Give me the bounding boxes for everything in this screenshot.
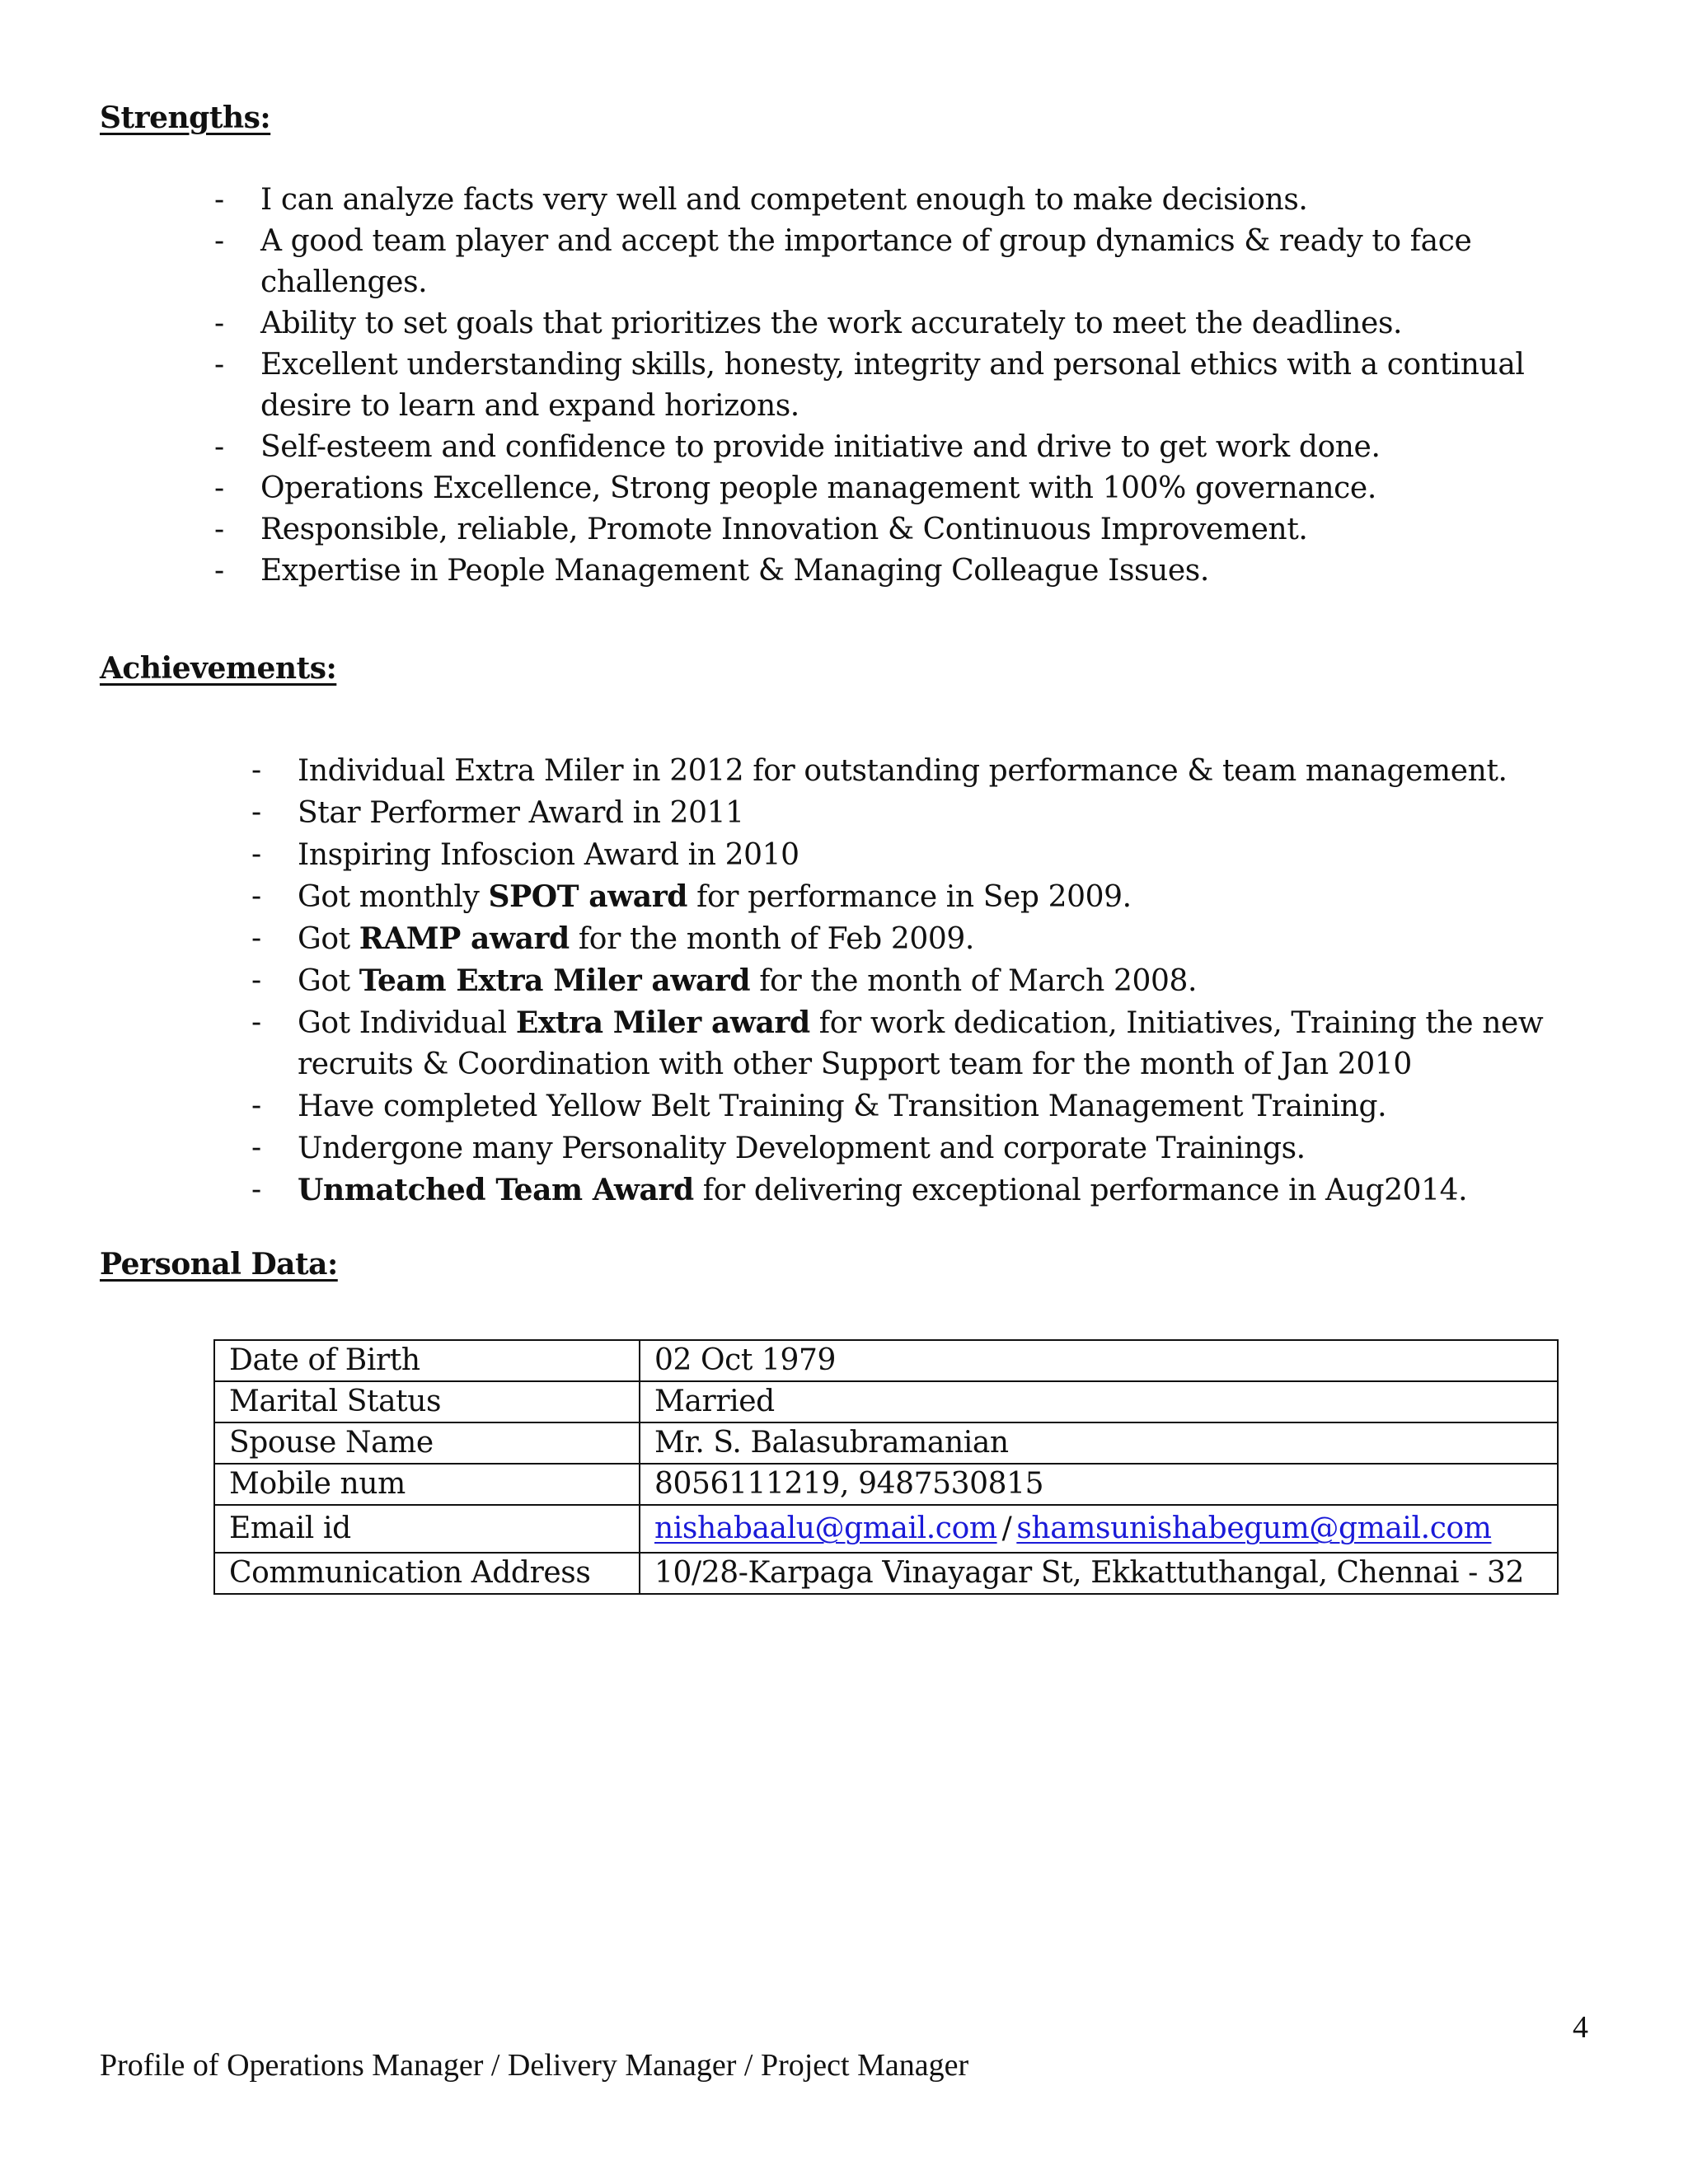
list-item: - Unmatched Team Award for delivering exceptional performance in Aug2014.: [251, 1173, 1468, 1207]
list-item: - Undergone many Personality Development and corporate Trainings.: [251, 1131, 1306, 1165]
page-footer: Profile of Operations Manager / Delivery Manager / Project Manager: [100, 2048, 969, 2083]
achievement-bold-text: Extra Miler award: [515, 1005, 810, 1040]
address-value: 10/28-Karpaga Vinayagar St, Ekkattuthangal, Chennai - 32: [640, 1553, 1558, 1594]
table-row: [214, 1422, 1558, 1464]
strength-text: Self-esteem and confidence to provide initiative and drive to get work done.: [260, 430, 1381, 464]
achievement-text: for delivering exceptional performance in Aug2014.: [693, 1174, 1468, 1207]
strength-text: Operations Excellence, Strong people management with 100% governance.: [260, 471, 1376, 505]
list-item: - Responsible, reliable, Promote Innovation & Continuous Improvement.: [214, 513, 1308, 546]
strength-text: Expertise in People Management & Managing Colleague Issues.: [260, 554, 1209, 588]
achievement-text: Got monthly: [298, 880, 489, 914]
list-item: - Got Team Extra Miler award for the month of March 2008.: [251, 963, 1198, 998]
page-number: 4: [1573, 2010, 1588, 2045]
achievements-heading: Achievements:: [100, 651, 337, 686]
row-label: Marital Status: [214, 1381, 640, 1422]
row-value: Married: [640, 1381, 1558, 1422]
achievement-bold-text: RAMP award: [359, 921, 570, 956]
strength-text: Ability to set goals that prioritizes the work accurately to meet the deadlines.: [260, 307, 1403, 340]
row-label: Spouse Name: [214, 1422, 640, 1464]
achievement-bold-text: Team Extra Miler award: [359, 963, 751, 998]
achievement-text: Undergone many Personality Development and corporate Trainings.: [298, 1132, 1306, 1165]
achievement-text: Got: [298, 964, 359, 998]
list-item: - Excellent understanding skills, honesty, integrity and personal ethics with a continual desire to learn and expand horizons.: [214, 348, 1525, 423]
achievement-bold-text: Unmatched Team Award: [298, 1173, 694, 1207]
list-item: - Inspiring Infoscion Award in 2010: [251, 837, 799, 872]
primary-email-link[interactable]: nishabaalu@gmail.com: [654, 1511, 997, 1545]
email-label: Email id: [214, 1505, 640, 1553]
address-row: [214, 1553, 1558, 1594]
list-item: - I can analyze facts very well and competent enough to make decisions.: [214, 183, 1308, 217]
table-row: [214, 1381, 1558, 1422]
list-item: - Got monthly SPOT award for performance in Sep 2009.: [251, 879, 1132, 914]
list-item: - Got Individual Extra Miler award for work dedication, Initiatives, Training the new recruits & Coordination with other Support team for the month of Jan 2010: [251, 1005, 1544, 1081]
strength-text: A good team player and accept the importance of group dynamics & ready to face challenges.: [260, 224, 1472, 299]
list-item: - Ability to set goals that prioritizes the work accurately to meet the deadlines.: [214, 307, 1403, 340]
secondary-email-link[interactable]: shamsunishabegum@gmail.com: [1016, 1511, 1492, 1545]
list-item: - Operations Excellence, Strong people management with 100% governance.: [214, 471, 1376, 505]
achievement-text: Have completed Yellow Belt Training & Transition Management Training.: [298, 1090, 1387, 1123]
achievements-list: [251, 750, 1550, 1212]
achievement-text: Individual Extra Miler in 2012 for outstanding performance & team management.: [298, 754, 1507, 788]
strength-text: Responsible, reliable, Promote Innovation & Continuous Improvement.: [260, 513, 1308, 546]
row-value: Mr. S. Balasubramanian: [640, 1422, 1558, 1464]
table-row: [214, 1340, 1558, 1381]
list-item: - Star Performer Award in 2011: [251, 795, 744, 830]
achievement-text: for the month of March 2008.: [750, 964, 1198, 998]
personal-data-heading: Personal Data:: [100, 1247, 338, 1282]
achievement-text: for work dedication, Initiatives, Training the new recruits & Coordination with other Support team for the month of Jan 2010: [298, 1006, 1544, 1081]
strength-text: I can analyze facts very well and competent enough to make decisions.: [260, 183, 1308, 217]
row-value: 02 Oct 1979: [640, 1340, 1558, 1381]
table-row: [214, 1464, 1558, 1505]
achievement-text: Got Individual: [298, 1006, 516, 1040]
email-value: [640, 1505, 1558, 1553]
strengths-list: [214, 180, 1546, 592]
row-label: Date of Birth: [214, 1340, 640, 1381]
address-label: Communication Address: [214, 1553, 640, 1594]
list-item: - Expertise in People Management & Managing Colleague Issues.: [214, 554, 1209, 588]
row-value: 8056111219, 9487530815: [640, 1464, 1558, 1505]
personal-data-table: [213, 1339, 1559, 1595]
list-item: - A good team player and accept the importance of group dynamics & ready to face challenges.: [214, 224, 1472, 299]
list-item: - Individual Extra Miler in 2012 for outstanding performance & team management.: [251, 753, 1507, 788]
achievement-text: Inspiring Infoscion Award in 2010: [298, 838, 799, 872]
email-row: [214, 1505, 1558, 1553]
achievement-text: Got: [298, 922, 359, 956]
list-item: - Got RAMP award for the month of Feb 2009.: [251, 921, 974, 956]
list-item: - Have completed Yellow Belt Training & Transition Management Training.: [251, 1089, 1387, 1123]
achievement-text: for performance in Sep 2009.: [687, 880, 1132, 914]
achievement-text: Star Performer Award in 2011: [298, 796, 744, 830]
strength-text: Excellent understanding skills, honesty, integrity and personal ethics with a continual desire to learn and expand horizons.: [260, 348, 1525, 423]
achievement-bold-text: SPOT award: [488, 879, 688, 914]
achievement-text: for the month of Feb 2009.: [569, 922, 974, 956]
list-item: - Self-esteem and confidence to provide initiative and drive to get work done.: [214, 430, 1381, 464]
row-label: Mobile num: [214, 1464, 640, 1505]
strengths-heading: Strengths:: [100, 101, 271, 135]
email-separator: /: [1001, 1511, 1012, 1545]
